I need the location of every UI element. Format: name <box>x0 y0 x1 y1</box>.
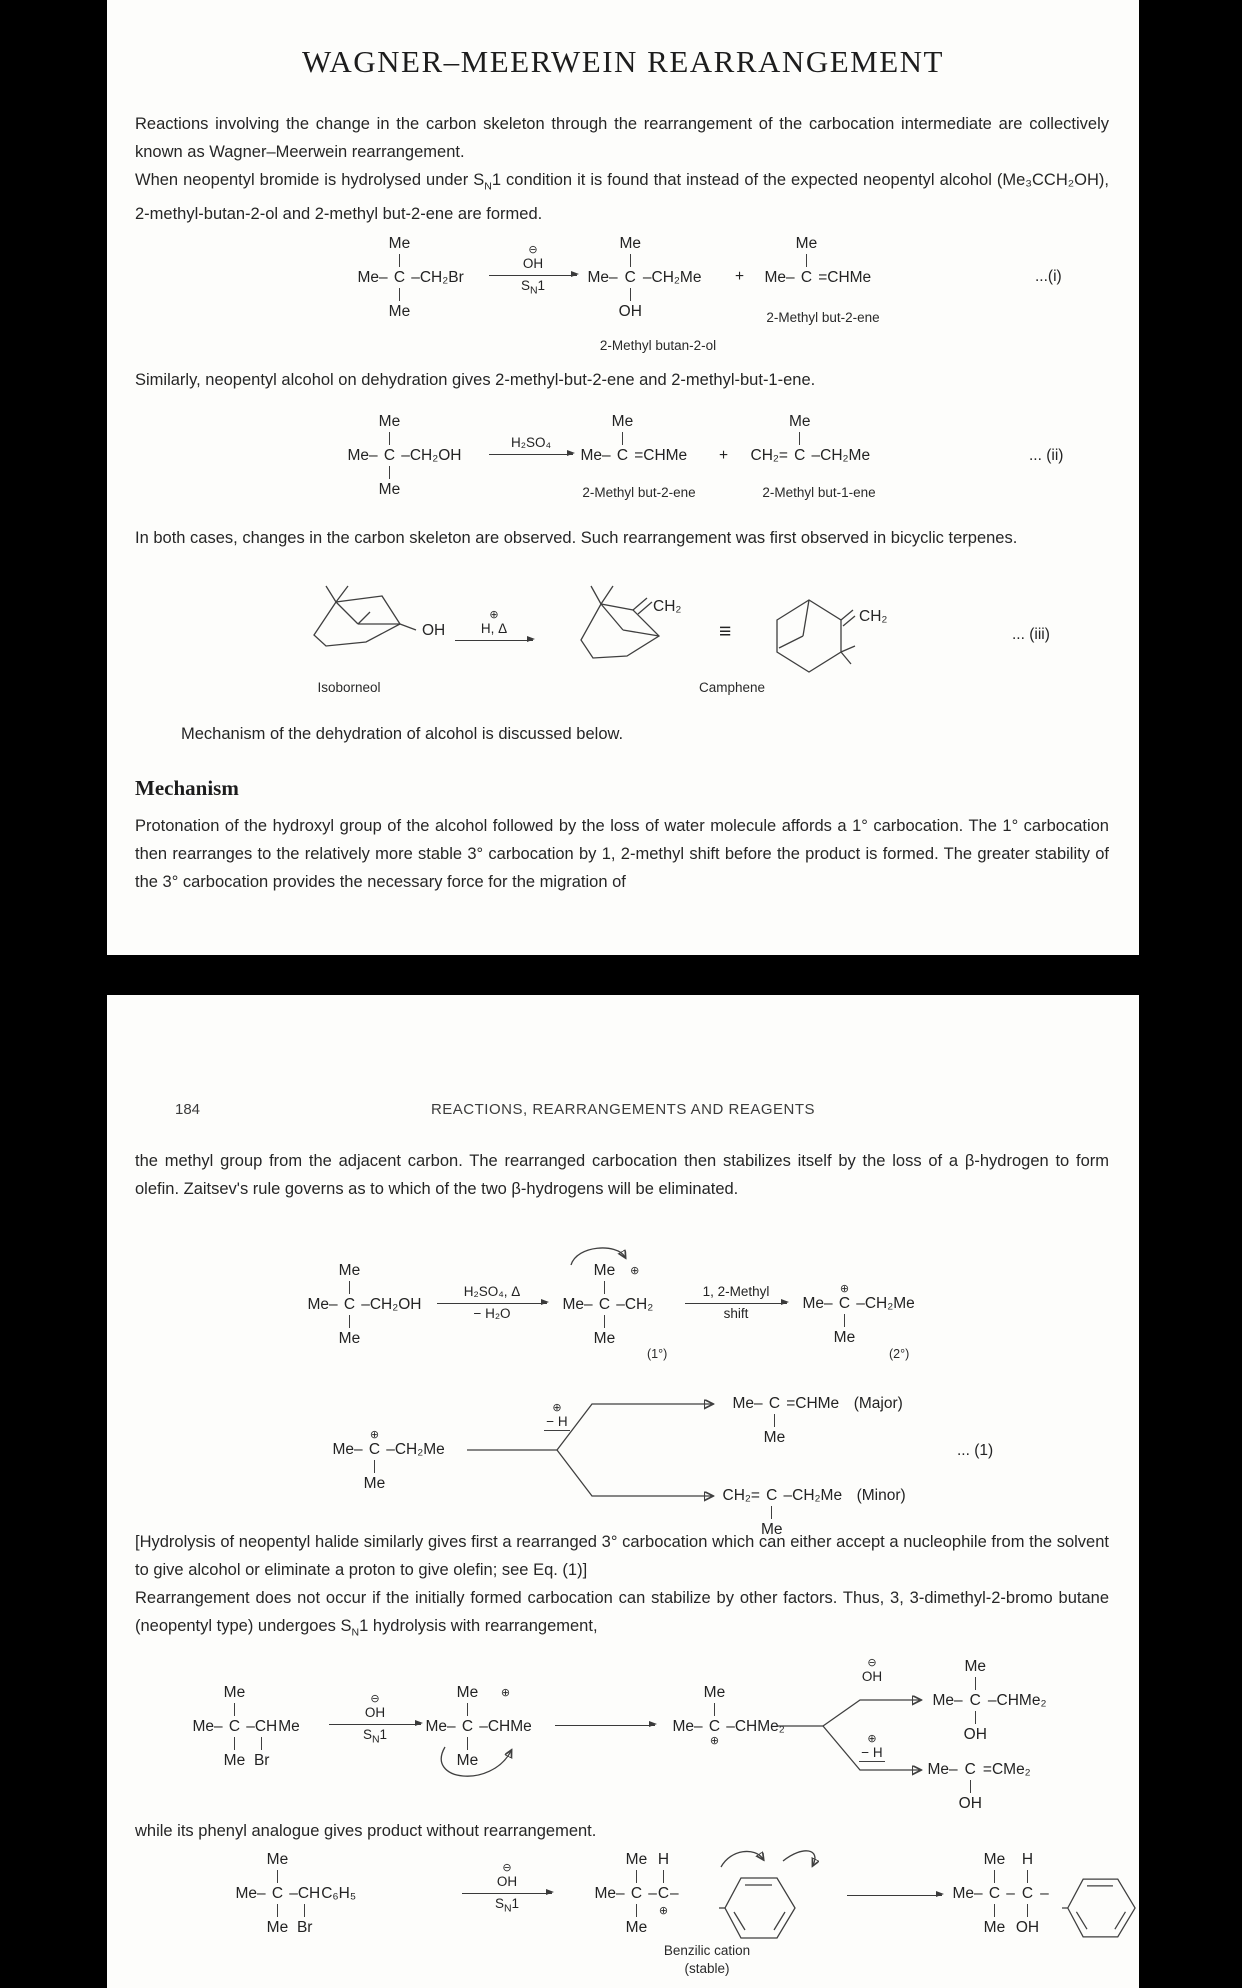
bond-icon <box>277 1870 278 1883</box>
camphene-skeleton-b <box>759 586 859 678</box>
sn1-arrow: ⊖ OH $S_N1$ <box>489 244 577 299</box>
para2-post: condition it is found that instead of the expected neopentyl alcohol (Me₃CCH₂OH), 2-methyl-butan-2-ol and 2-methyl but-2-ene are formed. <box>135 171 1109 224</box>
olefin-product-structure: Me– C =CMe₂ OH <box>927 1761 1031 1812</box>
reaction-arrow-icon <box>329 1724 421 1725</box>
methylbut1ene-structure: Me CH₂= C –CH₂Me <box>750 413 871 464</box>
reaction-arrow-icon <box>462 1893 552 1894</box>
degree-label: (1°) <box>647 1347 668 1361</box>
benzene-ring <box>1062 1868 1137 1948</box>
phenyl-analogue-scheme <box>107 1850 1139 1988</box>
bond-icon <box>399 288 400 301</box>
mechanism-heading: Mechanism <box>135 776 239 800</box>
bromobutane-structure: Me Me– C –CH Me Me Br <box>192 1684 300 1769</box>
running-head: REACTIONS, REARRANGEMENTS AND REAGENTS <box>430 1101 816 1118</box>
bond-icon <box>970 1780 971 1793</box>
substituent: Me <box>388 303 411 320</box>
mechanism-paragraph: Protonation of the hydroxyl group of the alcohol followed by the loss of water molecule affords a 1° carbocation. The 1° carbocation then rearranges to the relatively more stable 3° carbocation by 1, 2-methyl shift before the product is formed. The greater stability of the 3° carbocation provides the necessary force for the migration of <box>135 817 1109 891</box>
reaction-ii <box>107 410 1139 522</box>
bond-icon <box>374 1460 375 1473</box>
bond-icon <box>1027 1904 1028 1917</box>
intro-paragraph <box>135 110 1109 166</box>
sn1-label: $S_N1$ <box>494 1896 520 1915</box>
bond-icon <box>806 254 807 267</box>
bond-icon <box>994 1904 995 1917</box>
methyl-shift-arrow: 1, 2-Methyl shift <box>685 1284 787 1322</box>
dehydration-arrow: H₂SO₄, Δ − H₂O <box>437 1284 547 1322</box>
bond-icon <box>622 432 623 445</box>
bond-icon <box>234 1737 235 1750</box>
intro-text: Reactions involving the change in the carbon skeleton through the rearrangement of the carbocation intermediate are collectively known as Wagner–Meerwein rearrangement. <box>135 115 1109 161</box>
bond-icon <box>994 1870 995 1883</box>
neopentyl-bromide-structure: Me Me– C –CH₂Br Me <box>357 235 464 320</box>
bond-icon <box>399 254 400 267</box>
branch-arrows <box>467 1390 722 1515</box>
carbocation-structure: ⊕ Me– C –CH₂Me Me <box>332 1429 445 1492</box>
ch2-label: CH₂ <box>653 598 682 615</box>
bond-icon <box>975 1677 976 1690</box>
equation-number: ... (ii) <box>1029 447 1064 464</box>
stable-label: (stable) <box>684 1961 730 1976</box>
page-1 <box>107 0 1139 955</box>
plus-charge-icon: ⊕ <box>658 1904 669 1917</box>
hydroxyl-label: OH <box>422 622 446 639</box>
methylbutanol-structure: Me Me– C –CH₂Me OH <box>587 235 702 320</box>
bond-icon <box>771 1506 772 1519</box>
para2-pre: When neopentyl bromide is hydrolysed under <box>135 171 474 189</box>
sn1-arrow: ⊖ OH $S_N1$ <box>329 1693 421 1748</box>
both-cases-paragraph: In both cases, changes in the carbon skeleton are observed. Such rearrangement was first observed in bicyclic terpenes. <box>135 529 1018 547</box>
hydroxide-branch-label: ⊖ OH <box>861 1657 883 1684</box>
methyl-migration-curved-arrow <box>429 1741 534 1793</box>
bond-icon <box>799 432 800 445</box>
alcohol-product-structure: Me Me– C –CHMe₂ OH <box>932 1658 1047 1743</box>
tertiary-cation-structure: Me Me– C –CHMe₂ ⊕ <box>672 1684 785 1747</box>
sn1-inline: $S_N1$ <box>473 171 502 193</box>
bond-icon <box>844 1314 845 1327</box>
methylbutene-structure: Me Me– C =CHMe <box>764 235 872 286</box>
camphene-label: Camphene <box>698 680 766 695</box>
benzylic-cation-label: Benzilic cation <box>663 1943 751 1958</box>
reaction-iii <box>107 572 1139 722</box>
bond-icon <box>636 1904 637 1917</box>
bond-icon <box>630 254 631 267</box>
plus-charge-icon: ⊕ <box>630 1264 640 1277</box>
page-number: 184 <box>175 1101 201 1118</box>
benzylic-cation-structure: Me H Me– C – C – ⊕ Me <box>594 1851 679 1936</box>
bond-icon <box>277 1904 278 1917</box>
bond-icon <box>349 1315 350 1328</box>
methylbut2ene-structure: Me Me– C =CHMe <box>580 413 688 464</box>
major-tag: (Major) <box>853 1395 903 1412</box>
plus-charge-icon: ⊕ <box>709 1735 720 1747</box>
sn1-label: $S_N1$ <box>362 1727 388 1746</box>
bond-icon <box>304 1904 305 1917</box>
reaction-arrow-icon <box>555 1725 655 1726</box>
equation-number: ...(i) <box>1035 268 1062 285</box>
product-name: 2-Methyl but-2-ene <box>766 310 880 325</box>
mechanism-intro: Mechanism of the dehydration of alcohol is discussed below. <box>181 725 624 743</box>
plus-charge-icon: ⊕ <box>500 1686 511 1699</box>
product-name: 2-Methyl but-1-ene <box>762 485 876 500</box>
plus-sign: + <box>735 268 745 285</box>
bond-icon <box>1027 1870 1028 1883</box>
chapter-title: WAGNER–MEERWEIN REARRANGEMENT <box>302 44 944 79</box>
reaction-arrow-icon <box>455 640 533 641</box>
bond-icon <box>774 1414 775 1427</box>
bond-icon <box>467 1703 468 1716</box>
isoborneol-label: Isoborneol <box>317 680 381 695</box>
phenyl-alcohol-structure: Me H Me– C – C – Me OH <box>952 1851 1049 1936</box>
plus-sign: + <box>719 447 729 464</box>
minus-h-branch-label: ⊕ − H <box>861 1733 883 1760</box>
neopentyl-alcohol-structure: Me Me– C –CH₂OH Me <box>347 413 462 498</box>
rearrangement-paragraph: Rearrangement does not occur if the initially formed carbocation can stabilize by other factors. Thus, 3, 3-dimethyl-2-bromo butane (neopentyl type) undergoes $S_N1$ hydrolysis with rearrangement, <box>135 1589 1109 1639</box>
reaction-i <box>107 228 1139 368</box>
h2so4-arrow: H₂SO₄ <box>489 435 573 457</box>
sn1-label: $S_N1$ <box>520 278 546 297</box>
bond-icon <box>663 1870 664 1883</box>
plus-charge-icon: ⊕ <box>839 1283 850 1295</box>
ch2-label: CH₂ <box>859 608 888 625</box>
resonance-curved-arrows <box>707 1847 827 1873</box>
neopentyl-type-scheme <box>107 1645 1139 1820</box>
product-name: 2-Methyl but-2-ene <box>582 485 696 500</box>
neopentyl-paragraph <box>135 166 1109 228</box>
primary-carbocation-structure: Me ⊕ Me– C –CH₂ Me <box>562 1262 654 1347</box>
tertiary-carbocation-structure: ⊕ Me– C –CH₂Me Me <box>802 1283 915 1346</box>
bond-icon <box>714 1703 715 1716</box>
equation-number: ... (1) <box>957 1442 994 1459</box>
dehydration-mechanism-scheme <box>107 1235 1139 1385</box>
bond-icon <box>636 1870 637 1883</box>
neopentyl-alcohol-structure: Me Me– C –CH₂OH Me <box>307 1262 422 1347</box>
reaction-arrow-icon <box>847 1895 942 1896</box>
secondary-cation-structure: Me ⊕ Me– C –CHMe Me <box>425 1684 532 1769</box>
bond-icon <box>604 1315 605 1328</box>
reaction-arrow-icon <box>489 275 577 276</box>
product-name: 2-Methyl butan-2-ol <box>599 338 717 353</box>
isoborneol-skeleton <box>302 580 422 658</box>
camphene-skeleton-a <box>569 578 684 666</box>
substituent: Me <box>388 235 411 252</box>
benzene-ring <box>719 1868 797 1948</box>
minus-h-label: ⊕ − H <box>546 1402 568 1429</box>
bond-icon <box>975 1711 976 1724</box>
acid-heat-arrow: ⊕ H, Δ <box>455 609 533 643</box>
similarly-paragraph: Similarly, neopentyl alcohol on dehydration gives 2-methyl-but-2-ene and 2-methyl-but-1-ene. <box>135 371 816 389</box>
minor-product-structure: CH₂= C –CH₂Me (Minor) Me <box>722 1487 906 1538</box>
reaction-arrow-icon <box>685 1303 787 1304</box>
bond-icon <box>630 288 631 301</box>
plus-charge-icon: ⊕ <box>369 1429 380 1441</box>
phenyl-paragraph: while its phenyl analogue gives product without rearrangement. <box>135 1822 597 1840</box>
equation-number: ... (iii) <box>1012 626 1050 643</box>
continuation-paragraph: the methyl group from the adjacent carbon. The rearranged carbocation then stabilizes itself by the loss of a β-hydrogen to form olefin. Zaitsev's rule governs as to which of the two β-hydrogens will be eliminated. <box>135 1152 1109 1198</box>
sn1-inline: $S_N1$ <box>340 1617 369 1639</box>
bond-icon <box>389 466 390 479</box>
minor-tag: (Minor) <box>856 1487 906 1504</box>
major-product-structure: Me– C =CHMe (Major) Me <box>732 1395 903 1446</box>
bond-icon <box>261 1737 262 1750</box>
degree-label: (2°) <box>889 1347 910 1361</box>
bond-icon <box>234 1703 235 1716</box>
bond-icon <box>604 1281 605 1294</box>
reaction-arrow-icon <box>489 454 573 455</box>
identical-sign: ≡ <box>719 620 732 643</box>
reaction-arrow-icon <box>437 1303 547 1304</box>
bond-icon <box>389 432 390 445</box>
page-2 <box>107 995 1139 1988</box>
bond-icon <box>349 1281 350 1294</box>
phenyl-bromide-structure: Me Me– C –CH C₆H₅ Me Br <box>235 1851 357 1936</box>
hydrolysis-paragraph: [Hydrolysis of neopentyl halide similarly gives first a rearranged 3° carbocation which can either accept a nucleophile from the solvent to give alcohol or eliminate a proton to give olefin; see Eq. (1)] <box>135 1533 1109 1579</box>
sn1-arrow: ⊖ OH $S_N1$ <box>462 1862 552 1917</box>
